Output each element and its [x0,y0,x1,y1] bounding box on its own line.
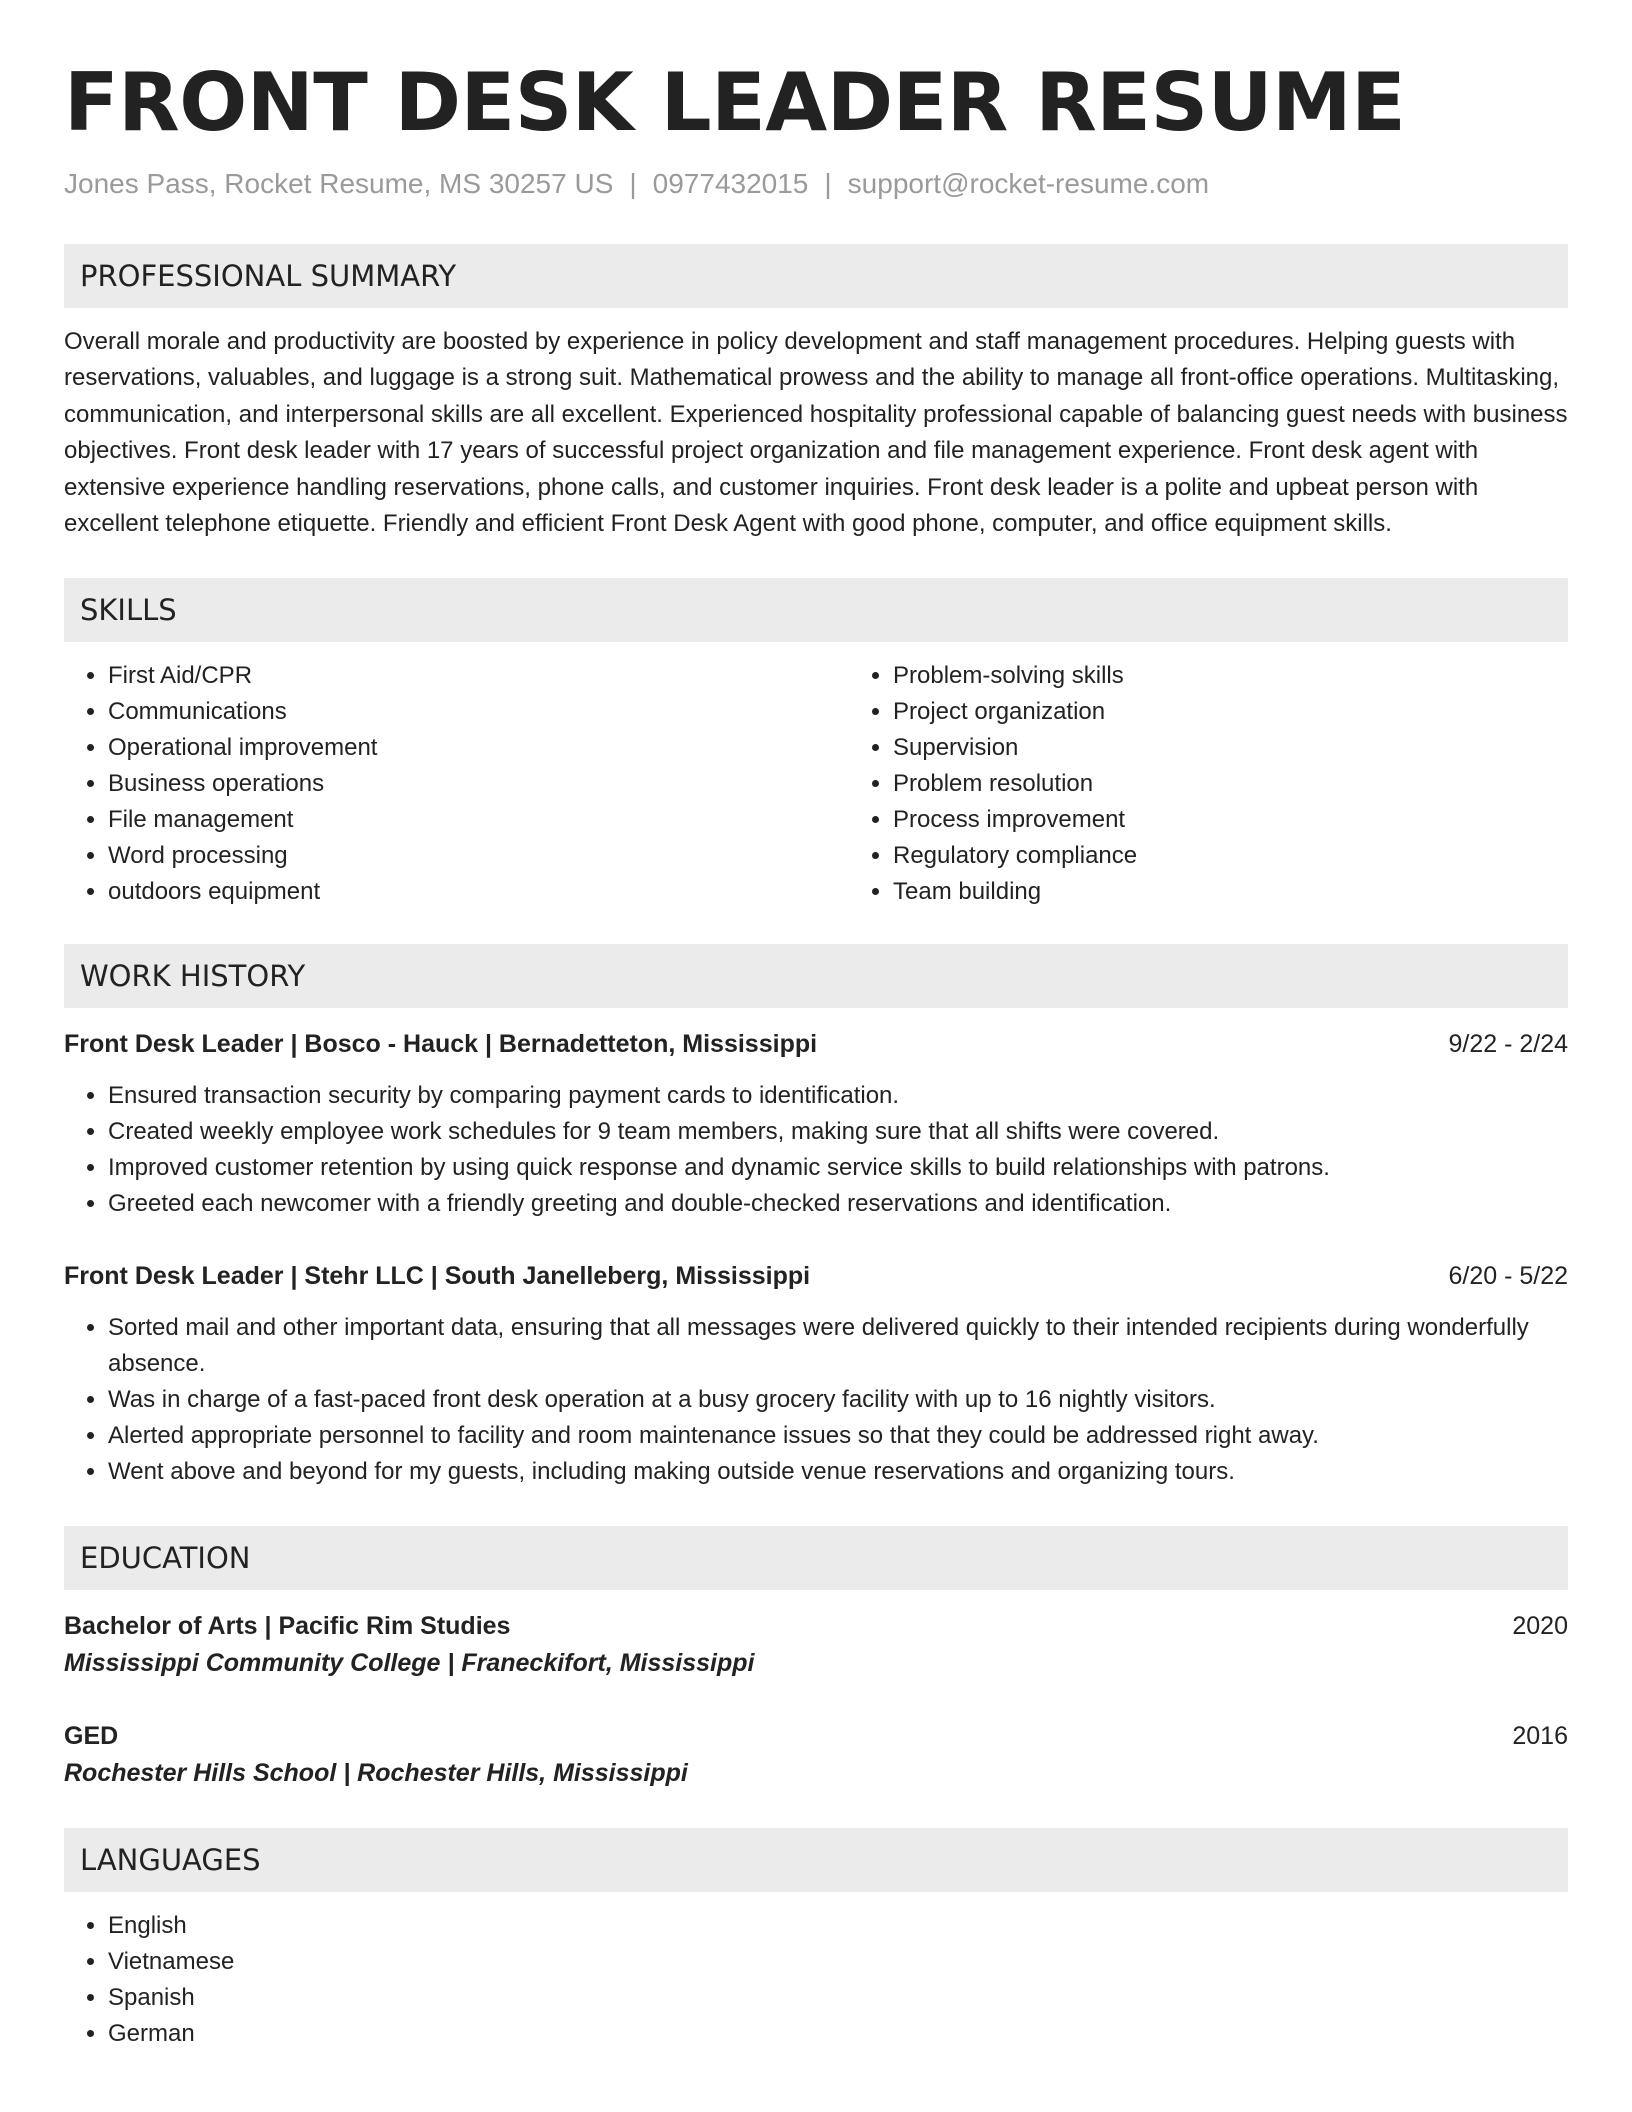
education-entry [64,1608,1568,1682]
contact-address: Jones Pass, Rocket Resume, MS 30257 US [64,168,614,199]
job-bullets [64,1310,1568,1490]
language-item: • English [108,1908,1568,1944]
education-section [64,1526,1568,1792]
skill-item: • Problem-solving skills [893,658,1137,694]
job-entry [64,1026,1568,1222]
work-history-section [64,944,1568,1490]
job-dates: 9/22 - 2/24 [1448,1030,1568,1059]
section-heading: SKILLS [64,578,1568,642]
language-item: • German [108,2016,1568,2052]
resume-title: FRONT DESK LEADER RESUME [64,56,1406,149]
skills-section [64,578,1568,910]
job-bullet: • Was in charge of a fast-paced front desk operation at a busy grocery facility with up to 16 nightly visitors. [108,1382,1568,1418]
skill-item: • Operational improvement [108,730,849,766]
skill-item: • Process improvement [893,802,1137,838]
graduation-year: 2020 [1512,1612,1568,1641]
section-heading: EDUCATION [64,1526,1568,1590]
skill-item: • Problem resolution [893,766,1137,802]
degree-title: GED [64,1722,119,1751]
job-bullets [64,1078,1568,1222]
skill-item: • First Aid/CPR [108,658,849,694]
skill-item: • Regulatory compliance [893,838,1137,874]
skill-item: • Business operations [108,766,849,802]
job-bullet: • Went above and beyond for my guests, including making outside venue reservations and organizing tours. [108,1454,1568,1490]
graduation-year: 2016 [1512,1722,1568,1751]
professional-summary-section [64,244,1568,542]
skill-item: • Supervision [893,730,1137,766]
education-entry [64,1718,1568,1792]
skills-list-right [849,658,1137,910]
skill-item: • Team building [893,874,1137,910]
job-bullet: • Ensured transaction security by comparing payment cards to identification. [108,1078,1568,1114]
job-title: Front Desk Leader | Bosco - Hauck | Bernadetteton, Mississippi [64,1030,818,1059]
language-item: • Spanish [108,1980,1568,2016]
summary-text: Overall morale and productivity are boosted by experience in policy development and staff management procedures. Helping guests with reservations, valuables, and luggage is a strong suit. Mathematical prowess and the ability to manage all front-office operations. Multitasking, communication, and interpersonal skills are all excellent. Experienced hospitality professional capable of balancing guest needs with business objectives. Front desk leader with 17 years of successful project organization and file management experience. Front desk agent with extensive experience handling reservations, phone calls, and customer inquiries. Front desk leader is a polite and upbeat person with excellent telephone etiquette. Friendly and efficient Front Desk Agent with good phone, computer, and office equipment skills. [64,328,1568,538]
skill-item: • File management [108,802,849,838]
section-heading: WORK HISTORY [64,944,1568,1008]
skills-list-left [64,658,849,910]
job-bullet: • Improved customer retention by using quick response and dynamic service skills to build relationships with patrons. [108,1150,1568,1186]
section-heading: LANGUAGES [64,1828,1568,1892]
school-name: Rochester Hills School | Rochester Hills, Mississippi [64,1759,688,1788]
contact-line [64,166,1568,202]
skill-item: • Word processing [108,838,849,874]
section-heading: PROFESSIONAL SUMMARY [64,244,1568,308]
contact-separator: | [629,168,637,199]
job-bullet: • Greeted each newcomer with a friendly greeting and double-checked reservations and identification. [108,1186,1568,1222]
job-bullet: • Sorted mail and other important data, ensuring that all messages were delivered quickly to their intended recipients during wonderfully absence. [108,1310,1568,1382]
job-entry [64,1258,1568,1490]
contact-phone: 0977432015 [652,168,809,199]
languages-section [64,1828,1568,2052]
job-dates: 6/20 - 5/22 [1448,1262,1568,1291]
school-name: Mississippi Community College | Franeckifort, Mississippi [64,1649,755,1678]
job-bullet: • Created weekly employee work schedules for 9 team members, making sure that all shifts were covered. [108,1114,1568,1150]
degree-title: Bachelor of Arts | Pacific Rim Studies [64,1612,511,1641]
job-bullet: • Alerted appropriate personnel to facility and room maintenance issues so that they could be addressed right away. [108,1418,1568,1454]
skill-item: • Communications [108,694,849,730]
contact-separator: | [824,168,832,199]
skill-item: • outdoors equipment [108,874,849,910]
job-title: Front Desk Leader | Stehr LLC | South Janelleberg, Mississippi [64,1262,811,1291]
languages-list [64,1908,1568,2052]
language-item: • Vietnamese [108,1944,1568,1980]
skill-item: • Project organization [893,694,1137,730]
contact-email: support@rocket-resume.com [847,168,1210,199]
